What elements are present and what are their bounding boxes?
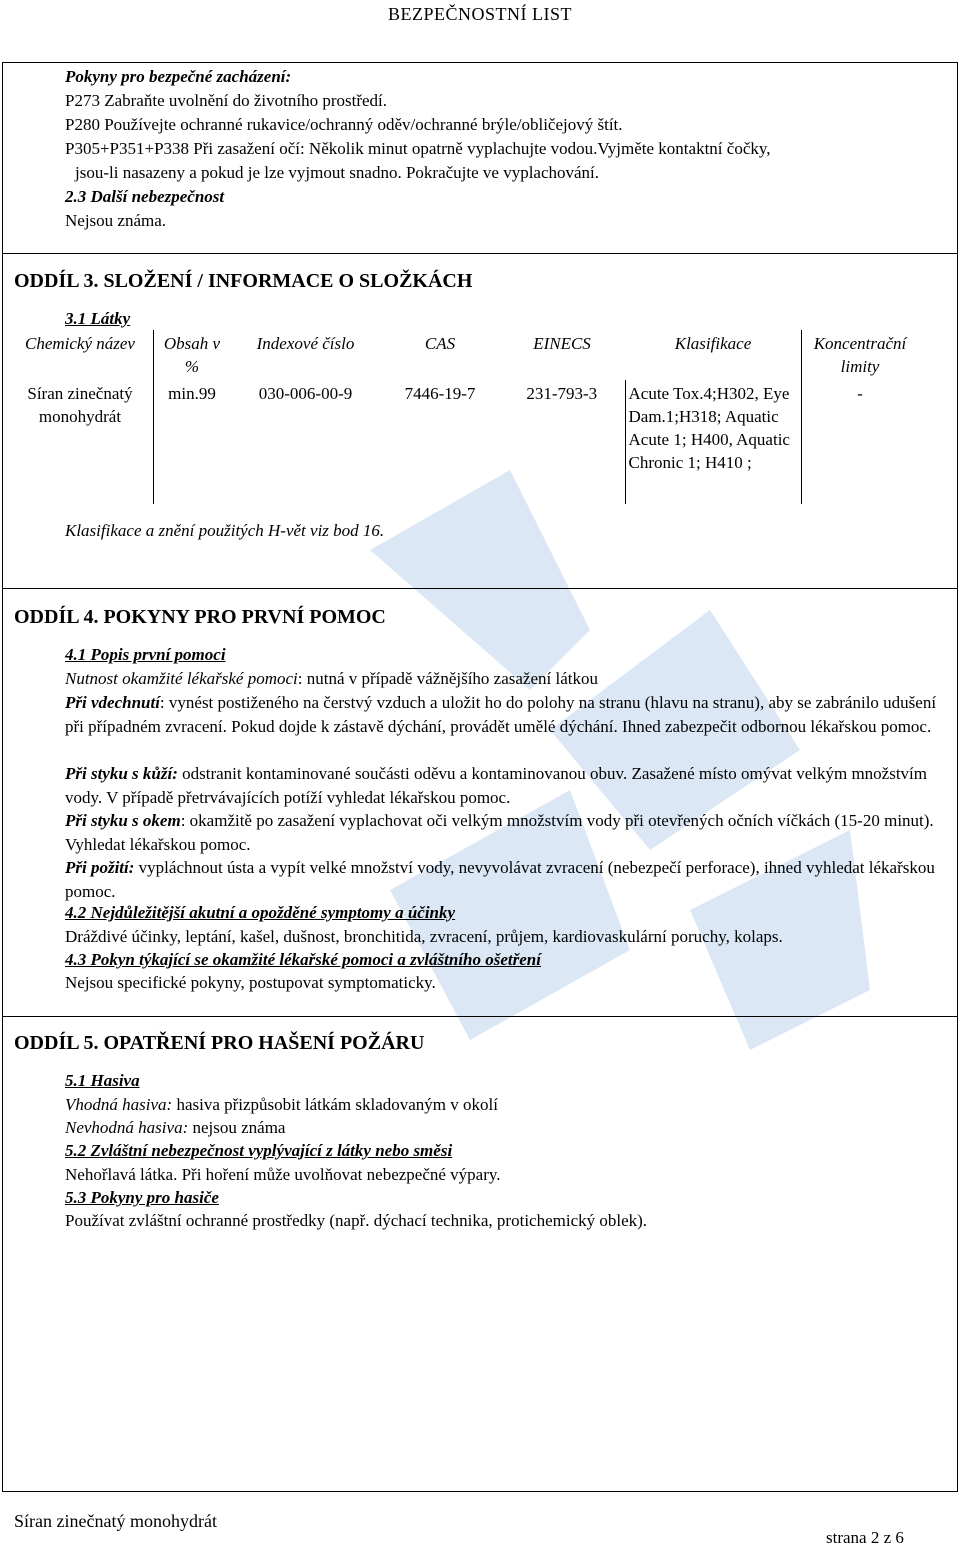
- section3-note: Klasifikace a znění použitých H-vět viz bod 16.: [65, 521, 385, 540]
- composition-table: [7, 330, 918, 504]
- col-cas: CAS: [424, 334, 456, 353]
- section5-sub3: 5.3 Pokyny pro hasiče: [65, 1188, 219, 1207]
- col-limits: Koncentrační limity: [802, 330, 919, 380]
- precaution-p280: P280 Používejte ochranné rukavice/ochranný oděv/ochranné brýle/obličejový štít.: [65, 115, 623, 134]
- first-aid-skin: Při styku s kůží: odstranit kontaminované součásti oděvu a kontaminovanou obuv. Zasažené místo omývat velkým množstvím vody. V případě přetrvávajících potíží vyhledat lékařskou pomoc.: [65, 764, 928, 807]
- section5-sub2: 5.2 Zvláštní nebezpečnost vyplývající z látky nebo směsi: [65, 1141, 453, 1160]
- divider: [2, 588, 958, 589]
- cell-cas: 7446-19-7: [404, 384, 476, 403]
- first-aid-ingestion: Při požití: vypláchnout ústa a vypít velké množství vody, nevyvolávat zvracení (nebezpečí perforace), ihned vyhledat lékařskou pomoc.: [65, 858, 935, 901]
- section3-title: ODDÍL 3. SLOŽENÍ / INFORMACE O SLOŽKÁCH: [14, 270, 473, 292]
- section3-subtitle: 3.1 Látky: [65, 309, 131, 328]
- cell-classification: Acute Tox.4;H302, Eye Dam.1;H318; Aquatic Acute 1; H400, Aquatic Chronic 1; H410 ;: [625, 380, 802, 504]
- section4-sub3: 4.3 Pokyn týkající se okamžité lékařské pomoci a zvláštního ošetření: [65, 950, 541, 969]
- divider: [2, 253, 958, 254]
- col-index: Indexové číslo: [256, 334, 355, 353]
- other-hazard-text: Nejsou známa.: [65, 211, 167, 230]
- section4-title: ODDÍL 4. POKYNY PRO PRVNÍ POMOC: [14, 606, 386, 628]
- section4-sub1: 4.1 Popis první pomoci: [65, 645, 226, 664]
- divider: [2, 1016, 958, 1017]
- footer-page-number: strana 2 z 6: [826, 1528, 904, 1547]
- cell-name: Síran zinečnatý monohydrát: [27, 384, 133, 426]
- section5-sub3-text: Používat zvláštní ochranné prostředky (např. dýchací technika, protichemický oblek).: [65, 1211, 648, 1230]
- section5-sub1: 5.1 Hasiva: [65, 1071, 140, 1090]
- other-hazard-heading: 2.3 Další nebezpečnost: [65, 187, 225, 206]
- cell-einecs: 231-793-3: [526, 384, 598, 403]
- precaution-p305: P305+P351+P338 Při zasažení očí: Několik minut opatrně vyplachujte vodou.Vyjměte kontaktní čočky,: [65, 139, 771, 158]
- col-chemical-name: Chemický název: [25, 334, 135, 353]
- section4-sub2: 4.2 Nejdůležitější akutní a opožděné symptomy a účinky: [65, 903, 456, 922]
- precaution-p305-cont: jsou-li nasazeny a pokud je lze vyjmout snadno. Pokračujte ve vyplachování.: [75, 163, 600, 182]
- precaution-p273: P273 Zabraňte uvolnění do životního prostředí.: [65, 91, 387, 110]
- cell-content: min.99: [154, 380, 231, 504]
- first-aid-inhalation: Při vdechnutí: vynést postiženého na čerstvý vzduch a uložit ho do polohy na stranu (hlavu na stranu), aby se zabránilo udušení při případném zvracení. Pokud dojde k zástavě dýchání, provádět umělé dýchání. Ihned zabezpečit odbornou lékařskou pomoc.: [65, 693, 937, 736]
- section5-sub2-text: Nehořlavá látka. Při hoření může uvolňovat nebezpečné výpary.: [65, 1165, 501, 1184]
- suitable-media: Vhodná hasiva: hasiva přizpůsobit látkám skladovaným v okolí: [65, 1095, 498, 1114]
- section5-title: ODDÍL 5. OPATŘENÍ PRO HAŠENÍ POŽÁRU: [14, 1032, 425, 1054]
- first-aid-eye: Při styku s okem: okamžitě po zasažení vyplachovat oči velkým množstvím vody při otevřených očních víčkách (15-20 minut). Vyhledat lékařskou pomoc.: [65, 811, 934, 854]
- cell-limits: -: [802, 380, 919, 504]
- first-aid-need: Nutnost okamžité lékařské pomoci: nutná v případě vážnějšího zasažení látkou: [65, 669, 598, 688]
- col-classification: Klasifikace: [674, 334, 752, 353]
- document-header: BEZPEČNOSTNÍ LIST: [388, 4, 572, 24]
- handling-heading: Pokyny pro bezpečné zacházení:: [65, 67, 292, 86]
- unsuitable-media: Nevhodná hasiva: nejsou známa: [65, 1118, 286, 1137]
- col-content: Obsah v %: [154, 330, 231, 380]
- footer-product: Síran zinečnatý monohydrát: [14, 1511, 217, 1531]
- cell-index: 030-006-00-9: [258, 384, 353, 403]
- section4-sub2-text: Dráždivé účinky, leptání, kašel, dušnost, bronchitida, zvracení, průjem, kardiovaskulární poruchy, kolaps.: [65, 927, 783, 946]
- section4-sub3-text: Nejsou specifické pokyny, postupovat symptomaticky.: [65, 973, 436, 992]
- col-einecs: EINECS: [533, 334, 591, 353]
